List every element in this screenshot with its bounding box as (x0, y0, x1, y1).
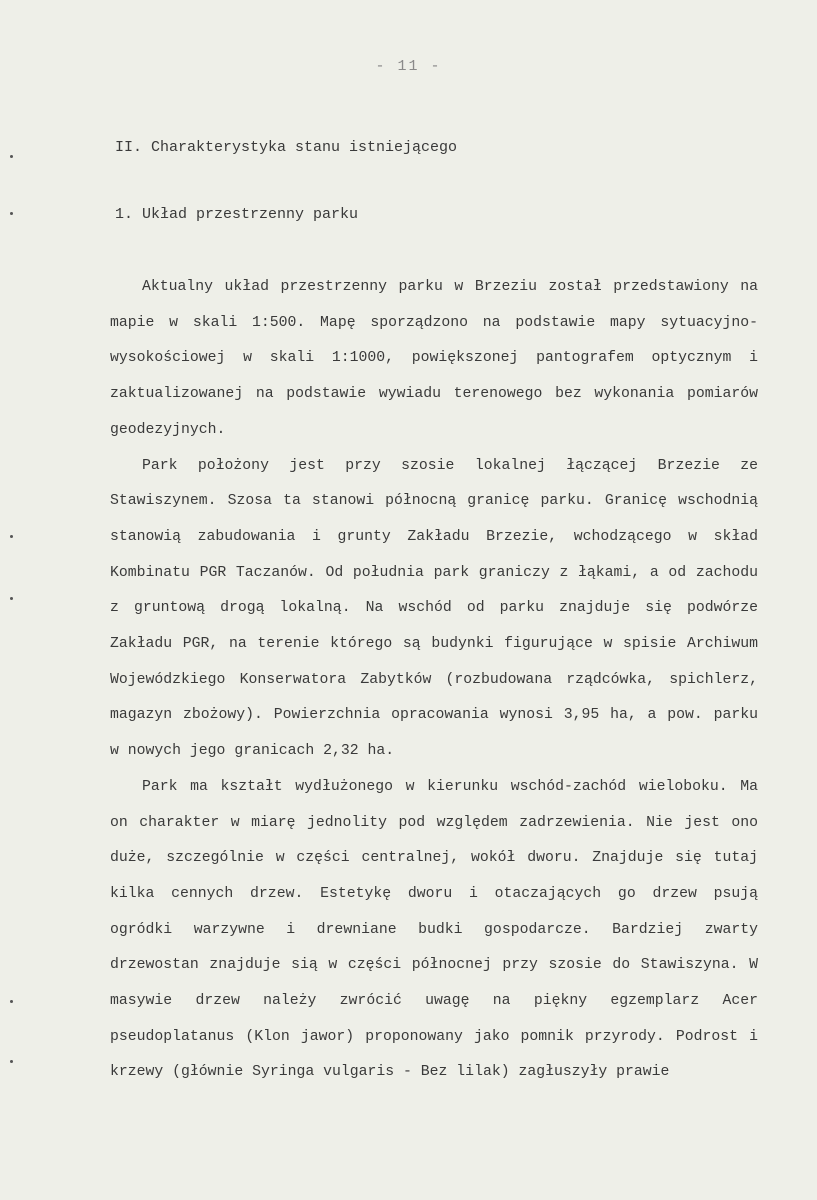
text-line: Zakładu PGR, na terenie którego są budynki figurujące w spisie Archiwum (110, 636, 758, 653)
document-body (110, 270, 758, 1091)
text-line: duże, szczególnie w części centralnej, wokół dworu. Znajduje się tutaj (110, 850, 758, 867)
scan-speck (10, 1000, 13, 1003)
text-line: Park ma kształt wydłużonego w kierunku wschód-zachód wieloboku. Ma (142, 778, 758, 795)
scan-speck (10, 212, 13, 215)
text-line: mapie w skali 1:500. Mapę sporządzono na podstawie mapy sytuacyjno- (110, 314, 758, 331)
text-line: ogródki warzywne i drewniane budki gospodarcze. Bardziej zwarty (110, 921, 758, 938)
text-line: drzewostan znajduje sią w części północnej przy szosie do Stawiszyna. W (110, 957, 758, 974)
scan-speck (10, 155, 13, 158)
section-title: II. Charakterystyka stanu istniejącego (115, 139, 458, 156)
text-line: krzewy (głównie Syringa vulgaris - Bez lilak) zagłuszyły prawie (110, 1064, 670, 1081)
paragraph (110, 449, 758, 770)
text-line: Kombinatu PGR Taczanów. Od południa park graniczy z łąkami, a od zachodu (110, 564, 758, 581)
text-line: on charakter w miarę jednolity pod względem zadrzewienia. Nie jest ono (110, 814, 758, 831)
text-line: stanowią zabudowania i grunty Zakładu Brzezie, wchodzącego w skład (110, 528, 758, 545)
text-line: zaktualizowanej na podstawie wywiadu terenowego bez wykonania pomiarów (110, 386, 758, 403)
text-line: Stawiszynem. Szosa ta stanowi północną granicę parku. Granicę wschodnią (110, 493, 758, 510)
text-line: geodezyjnych. (110, 421, 226, 438)
scan-speck (10, 535, 13, 538)
text-line: magazyn zbożowy). Powierzchnia opracowania wynosi 3,95 ha, a pow. parku (110, 707, 758, 724)
text-line: Park położony jest przy szosie lokalnej łączącej Brzezie ze (142, 457, 758, 474)
paragraph (110, 270, 758, 449)
text-line: z gruntową drogą lokalną. Na wschód od parku znajduje się podwórze (110, 600, 758, 617)
text-line: wysokościowej w skali 1:1000, powiększonej pantografem optycznym i (110, 350, 758, 367)
text-line: pseudoplatanus (Klon jawor) proponowany jako pomnik przyrody. Podrost i (110, 1028, 758, 1045)
text-line: Wojewódzkiego Konserwatora Zabytków (rozbudowana rządcówka, spichlerz, (110, 671, 758, 688)
subsection-title: 1. Układ przestrzenny parku (115, 206, 359, 223)
scan-speck (10, 1060, 13, 1063)
text-line: w nowych jego granicach 2,32 ha. (110, 743, 395, 760)
text-line: Aktualny układ przestrzenny parku w Brzeziu został przedstawiony na (142, 279, 758, 295)
text-line: kilka cennych drzew. Estetykę dworu i otaczających go drzew psują (110, 885, 758, 902)
scan-speck (10, 597, 13, 600)
paragraph (110, 770, 758, 1091)
page-number: - 11 - (375, 58, 442, 75)
text-line: masywie drzew należy zwrócić uwagę na piękny egzemplarz Acer (110, 993, 758, 1010)
